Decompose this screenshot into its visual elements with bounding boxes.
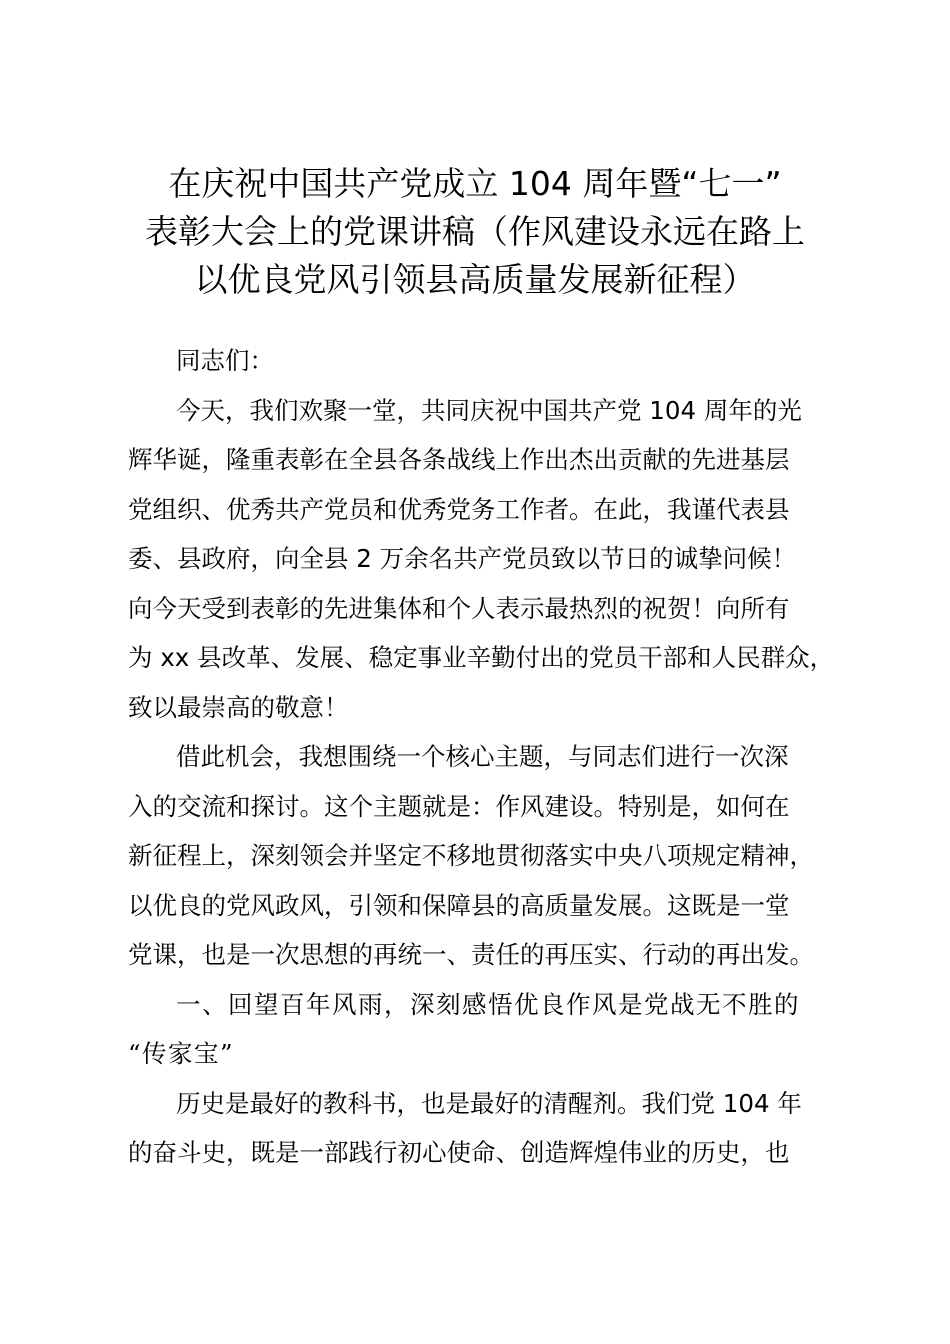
salutation-text: 同志们：: [176, 346, 274, 375]
paragraph-history: [128, 1079, 848, 1178]
heading-line: “传家宝”: [128, 1039, 235, 1068]
text-line: 的奋斗史，既是一部践行初心使命、创造辉煌伟业的历史，也: [128, 1138, 790, 1167]
text-line: 党组织、优秀共产党员和优秀党务工作者。在此，我谨代表县: [128, 494, 790, 524]
text-line: 历史是最好的教科书，也是最好的清醒剂。我们党 104 年: [176, 1088, 802, 1118]
document-title: [100, 160, 850, 304]
text-line: 辉华诞，隆重表彰在全县各条战线上作出杰出贡献的先进基层: [128, 445, 790, 474]
salutation: [128, 336, 848, 386]
heading-line: 一、回望百年风雨，深刻感悟优良作风是党战无不胜的: [176, 989, 800, 1019]
section-heading: [128, 980, 848, 1079]
text-line: 入的交流和探讨。这个主题就是：作风建设。特别是，如何在: [128, 791, 790, 821]
text-line: 以优良的党风政风，引领和保障县的高质量发展。这既是一堂: [128, 890, 790, 920]
title-line: 以优良党风引领县高质量发展新征程）: [194, 260, 756, 299]
text-line: 向今天受到表彰的先进集体和个人表示最热烈的祝贺！向所有: [128, 593, 790, 623]
text-line: 党课，也是一次思想的再统一、责任的再压实、行动的再出发。: [128, 940, 814, 969]
paragraph-opening: [128, 386, 848, 733]
text-line: 今天，我们欢聚一堂，共同庆祝中国共产党 104 周年的光: [176, 395, 802, 425]
title-line: 表彰大会上的党课讲稿（作风建设永远在路上: [145, 212, 805, 251]
text-line: 为 xx 县改革、发展、稳定事业辛勤付出的党员干部和人民群众，: [128, 643, 835, 672]
text-line: 借此机会，我想围绕一个核心主题，与同志们进行一次深: [176, 742, 789, 771]
paragraph-theme: [128, 732, 848, 980]
title-line: 在庆祝中国共产党成立 104 周年暨“七一”: [168, 164, 782, 203]
text-line: 委、县政府，向全县 2 万余名共产党员致以节日的诚挚问候！: [128, 544, 797, 573]
text-line: 致以最崇高的敬意！: [128, 692, 349, 722]
text-line: 新征程上，深刻领会并坚定不移地贯彻落实中央八项规定精神，: [128, 841, 814, 870]
document-body: [128, 336, 848, 1178]
